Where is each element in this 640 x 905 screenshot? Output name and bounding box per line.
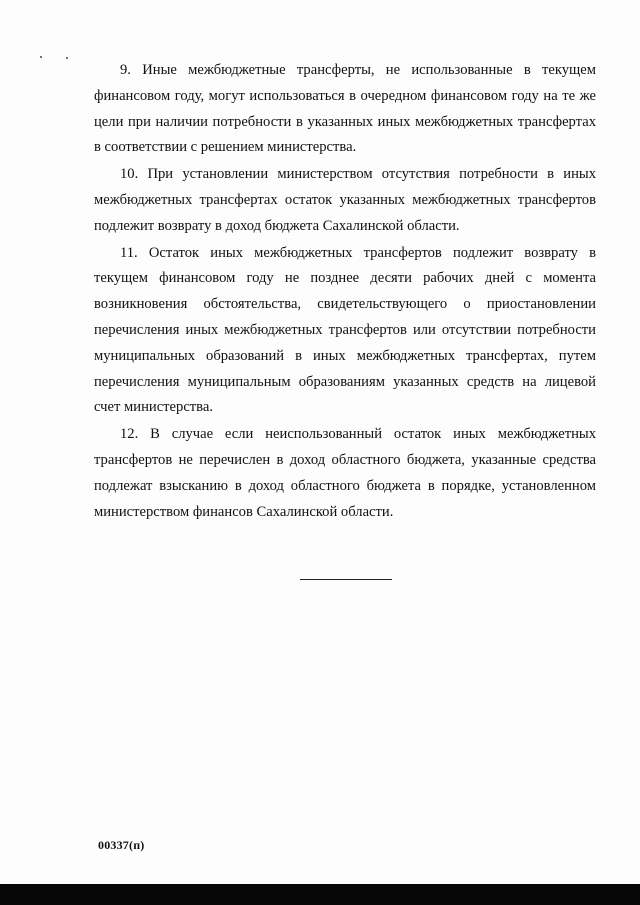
paragraph-9: 9. Иные межбюджетные трансферты, не использованные в текущем финансовом году, могут использоваться в очередном финансовом году на те же цели при наличии потребности в указанных иных межбюджетных трансфертах в соответствии с решением министерства.	[94, 62, 596, 156]
scan-speck	[66, 57, 68, 59]
paragraph-12: 12. В случае если неиспользованный остаток иных межбюджетных трансфертов не перечислен в доход областного бюджета, указанные средства подлежат взысканию в доход областного бюджета в порядке, установленном министерством финансов Сахалинской области.	[94, 426, 596, 520]
paragraph-11: 11. Остаток иных межбюджетных трансфертов подлежит возврату в текущем финансовом году не позднее десяти рабочих дней с момента возникновения обстоятельства, свидетельствующего о приостановлении перечисления иных межбюджетных трансфертов или отсутствии потребности муниципальных образований в иных межбюджетных трансфертах, путем перечисления муниципальным образованиям указанных средств на лицевой счет министерства.	[94, 244, 596, 416]
paragraph-10: 10. При установлении министерством отсутствия потребности в иных межбюджетных трансфертах остаток указанных межбюджетных трансфертов подлежит возврату в доход бюджета Сахалинской области.	[94, 166, 596, 234]
document-body	[94, 58, 596, 526]
scan-speck	[40, 56, 42, 58]
scan-bottom-edge	[0, 884, 640, 905]
end-divider-line	[300, 579, 392, 580]
document-code: 00337(п)	[98, 838, 145, 852]
